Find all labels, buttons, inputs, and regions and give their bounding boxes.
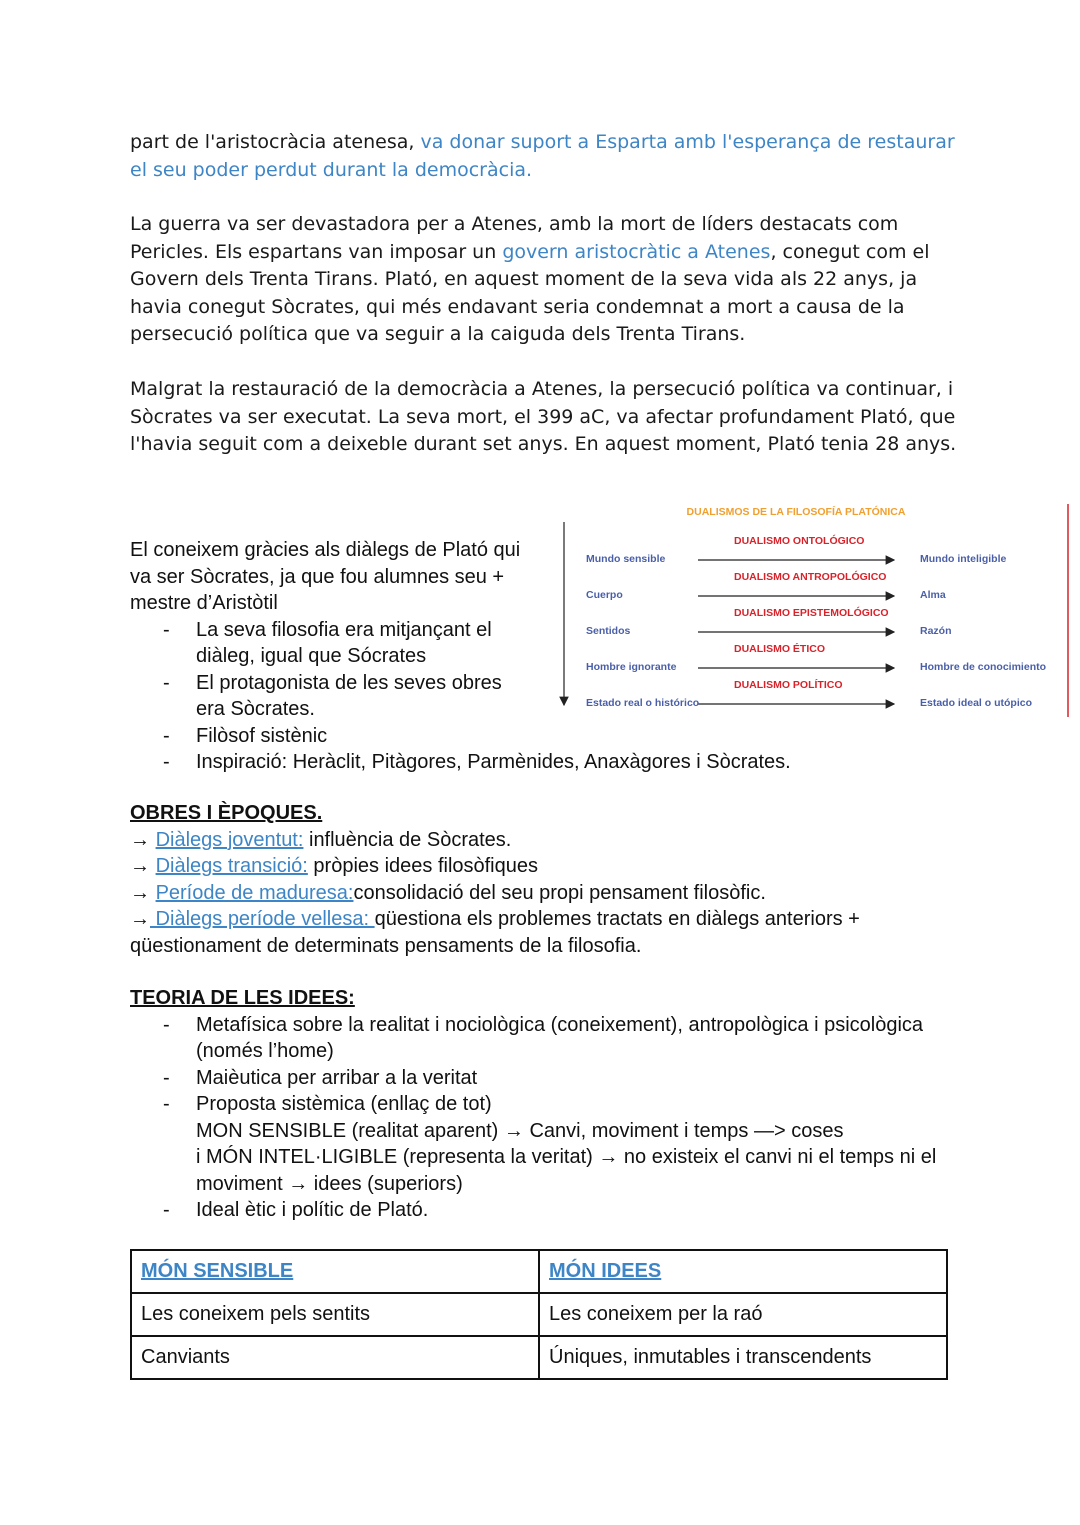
dualism-left: Estado real o histórico: [586, 697, 700, 709]
paragraph-text: , conegut com el Govern dels Trenta Tirans. Plató, en aquest moment de la seva vida als 22 anys, ja havia conegut Sòcrates, qui més endavant seria condemnat a mort a causa de la persecució política que va seguir a la caiguda dels Trenta Tirans.: [130, 240, 930, 345]
comparison-table: [130, 1249, 948, 1380]
list-item: [130, 827, 950, 854]
dualism-right: Razón: [920, 625, 952, 637]
table-header: MÓN SENSIBLE: [131, 1250, 539, 1293]
table-header-row: [131, 1250, 947, 1293]
table-cell: Canviants: [131, 1336, 539, 1379]
period-text: qüestiona els problemes tractats en diàlegs anteriors + qüestionament de determinats pensaments de la filosofia.: [130, 908, 860, 957]
list-item: [130, 853, 950, 880]
period-link[interactable]: Diàlegs transició:: [155, 855, 308, 877]
list-item: - El protagonista de les seves obres era Sòcrates.: [130, 670, 510, 723]
dualism-label: DUALISMO ANTROPOLÓGICO: [734, 571, 887, 583]
dualism-label: DUALISMO ÉTICO: [734, 643, 825, 655]
arrow-text: →: [130, 855, 156, 877]
period-link[interactable]: Diàlegs joventut:: [155, 828, 304, 851]
period-text: consolidació del seu propi pensament filosòfic.: [353, 881, 766, 904]
intro-text: El coneixem gràcies als diàlegs de Plató qui va ser Sòcrates, ja que fou alumnes seu + mestre d’Aristòtil: [130, 539, 521, 614]
period-text: influència de Sòcrates.: [303, 828, 512, 851]
period-text: pròpies idees filosòfiques: [307, 855, 538, 877]
paragraph-text: part de l'aristocràcia atenesa,: [130, 131, 421, 153]
section-heading: OBRES I ÈPOQUES.: [130, 802, 323, 824]
list-item: - La seva filosofia era mitjançant el diàleg, igual que Sócrates: [130, 617, 510, 670]
list-item-text: Proposta sistèmica (enllaç de tot): [196, 1093, 492, 1115]
dualism-right: Hombre de conocimiento: [920, 661, 1047, 673]
period-link[interactable]: Diàlegs període vellesa:: [150, 908, 375, 930]
dualism-right: Mundo inteligible: [920, 553, 1007, 565]
teoria-bullets: [130, 1012, 950, 1224]
dualism-right: Estado ideal o utópico: [920, 697, 1033, 709]
dualism-left: Mundo sensible: [586, 553, 666, 565]
arrow-text: →: [130, 908, 150, 930]
diagram-title: DUALISMOS DE LA FILOSOFÍA PLATÓNICA: [686, 506, 906, 518]
obres-section: [130, 800, 950, 959]
list-item: - Ideal ètic i polític de Plató.: [130, 1197, 950, 1224]
paragraph-socrates-death: Malgrat la restauració de la democràcia a Atenes, la persecució política va continuar, i Sòcrates va ser executat. La seva mort, el 399 aC, va afectar profundament Plató, que l'havia seguit com a deixeble durant set anys. En aquest moment, Plató tenia 28 anys.: [130, 378, 957, 455]
section-heading: TEORIA DE LES IDEES:: [130, 987, 355, 1009]
list-item: [130, 1091, 950, 1197]
dualism-label: DUALISMO ONTOLÓGICO: [734, 535, 865, 547]
teoria-section: [130, 985, 950, 1224]
dualism-left: Sentidos: [586, 625, 631, 637]
period-link[interactable]: Període de maduresa:: [155, 881, 354, 904]
list-item: [130, 880, 950, 907]
paragraph-text: La guerra va ser devastadora per a Atenes, amb la mort de líders destacats com Pericles. Els espartans van imposar un: [130, 213, 899, 263]
dualism-right: Alma: [920, 589, 946, 601]
paragraph-aristocracy: [130, 129, 960, 184]
dualism-left: Cuerpo: [586, 589, 623, 601]
dualism-label: DUALISMO POLÍTICO: [734, 679, 843, 691]
table-cell: Les coneixem pels sentits: [131, 1293, 539, 1336]
arrow-text: →: [130, 828, 156, 851]
dualisms-diagram: [556, 500, 1080, 720]
table-header: MÓN IDEES: [539, 1250, 947, 1293]
list-item: - Metafísica sobre la realitat i nociològica (coneixement), antropològica i psicològica (només l’home): [130, 1012, 930, 1065]
sub-line: i MÓN INTEL·LIGIBLE (representa la veritat) → no existeix el canvi ni el temps ni el moviment → idees (superiors): [196, 1146, 937, 1195]
list-item: [130, 906, 890, 959]
highlighted-text: va donar suport a Esparta amb l'esperança de restaurar el seu poder perdut durant la democràcia.: [130, 131, 955, 181]
sub-line: MON SENSIBLE (realitat aparent) → Canvi, moviment i temps —> coses: [196, 1119, 844, 1142]
table-cell: Úniques, inmutables i transcendents: [539, 1336, 947, 1379]
dualism-label: DUALISMO EPISTEMOLÓGICO: [734, 607, 889, 619]
list-item: - Filòsof sistènic: [130, 723, 950, 750]
highlighted-text: govern aristocràtic a Atenes: [502, 240, 771, 263]
table-row: [131, 1336, 947, 1379]
paragraph-war: [130, 211, 960, 349]
dualism-left: Hombre ignorante: [586, 661, 677, 673]
list-item: - Maièutica per arribar a la veritat: [130, 1065, 950, 1092]
list-item: - Inspiració: Heràclit, Pitàgores, Parmènides, Anaxàgores i Sòcrates.: [130, 749, 950, 776]
arrow-text: →: [130, 881, 156, 904]
table-cell: Les coneixem per la raó: [539, 1293, 947, 1336]
table-row: [131, 1293, 947, 1336]
